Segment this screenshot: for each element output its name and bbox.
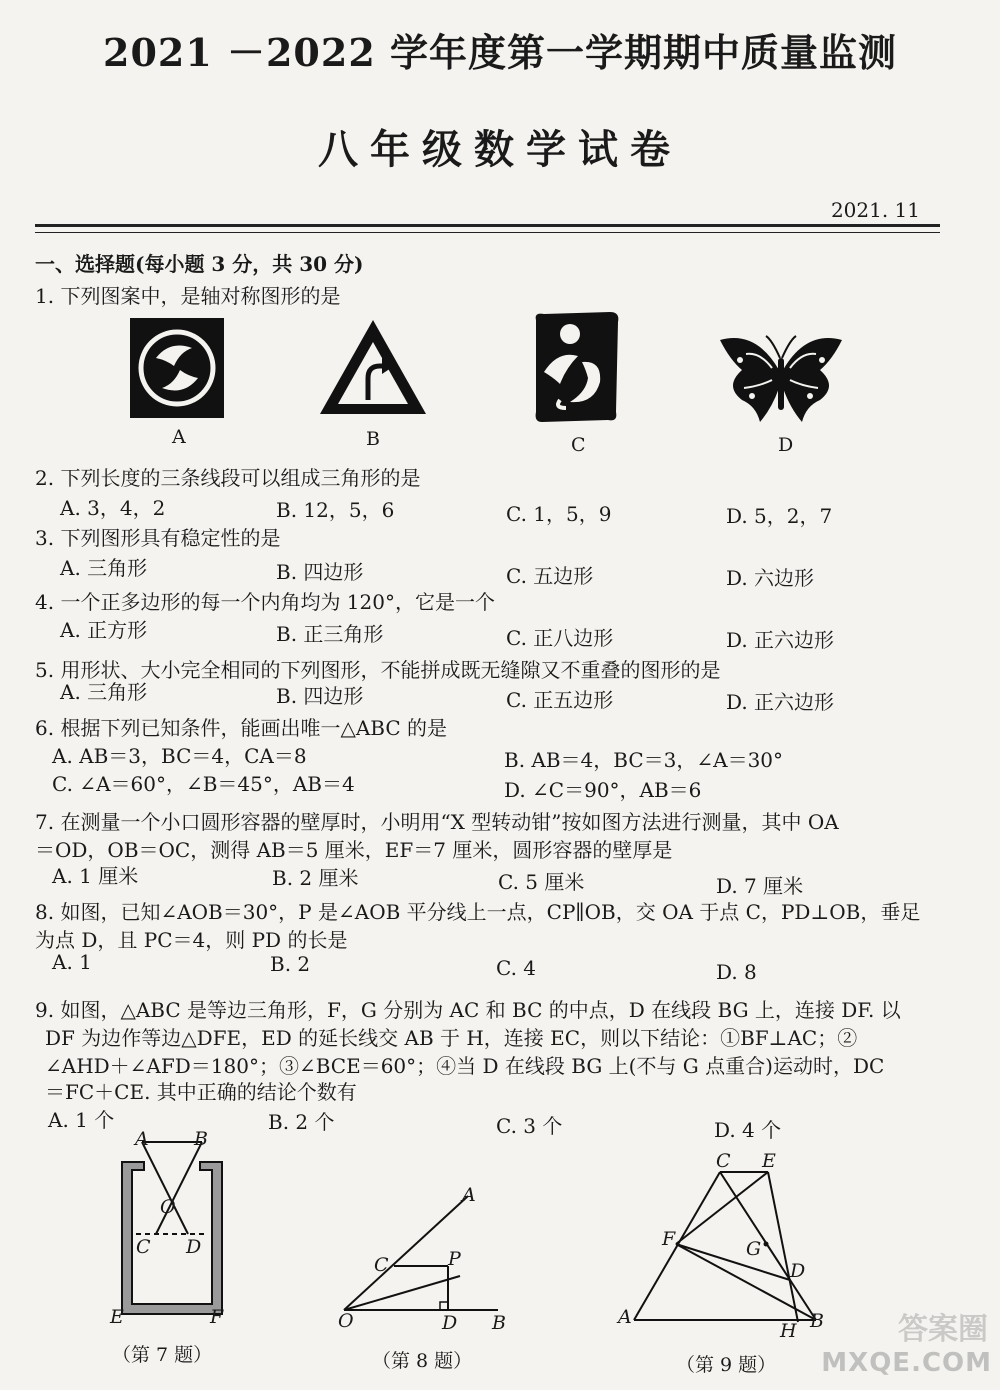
q5-option-c: C. 正五边形 <box>506 688 614 712</box>
q6-option-c: C. ∠A＝60°，∠B＝45°，AB＝4 <box>52 772 355 796</box>
q3-option-d: D. 六边形 <box>726 566 815 590</box>
fig9-label-f: F <box>662 1228 676 1250</box>
fig9-label-d: D <box>790 1260 806 1282</box>
q2-stem: 2. 下列长度的三条线段可以组成三角形的是 <box>35 466 421 490</box>
q8-option-c: C. 4 <box>496 956 537 980</box>
header-rule-thick <box>35 224 940 227</box>
q9-stem-line1: 9. 如图，△ABC 是等边三角形，F，G 分别为 AC 和 BC 的中点，D 在线段 BG 上，连接 DF. 以 <box>35 998 901 1022</box>
fig8-label-d: D <box>442 1312 458 1334</box>
figure-9 <box>620 1160 830 1330</box>
fig9-label-g: G <box>746 1238 762 1260</box>
fig8-label-a: A <box>462 1184 476 1206</box>
fig8-label-b: B <box>492 1312 506 1334</box>
q6-option-a: A. AB＝3，BC＝4，CA＝8 <box>52 744 307 768</box>
fig9-caption: （第 9 题） <box>676 1354 777 1376</box>
q2-option-c: C. 1，5，9 <box>506 502 612 526</box>
fig9-label-a: A <box>618 1306 632 1328</box>
exam-title: 2021 －2022 学年度第一学期期中质量监测 <box>103 30 897 75</box>
q7-option-b: B. 2 厘米 <box>272 866 359 890</box>
fig8-label-p: P <box>448 1248 461 1270</box>
q1-stem: 1. 下列图案中，是轴对称图形的是 <box>35 284 341 308</box>
fig7-label-o: O <box>160 1196 176 1218</box>
q9-stem-line4: ＝FC＋CE. 其中正确的结论个数有 <box>45 1080 357 1104</box>
q7-option-d: D. 7 厘米 <box>716 874 804 898</box>
q1-label-a: A <box>172 426 186 448</box>
fig7-label-b: B <box>194 1128 208 1150</box>
q7-option-c: C. 5 厘米 <box>498 870 585 894</box>
fig9-label-e: E <box>762 1150 776 1172</box>
q8-stem-line1: 8. 如图，已知∠AOB＝30°，P 是∠AOB 平分线上一点，CP∥OB，交 OA 于点 C，PD⊥OB，垂足 <box>35 900 921 924</box>
q1-figure-b <box>316 316 430 418</box>
fig7-label-d: D <box>186 1236 202 1258</box>
q8-option-d: D. 8 <box>716 960 757 984</box>
q2-option-a: A. 3，4，2 <box>60 496 166 520</box>
q5-option-d: D. 正六边形 <box>726 690 835 714</box>
fig9-label-h: H <box>780 1320 797 1342</box>
q8-stem-line2: 为点 D，且 PC＝4，则 PD 的长是 <box>35 928 348 952</box>
q7-stem-line1: 7. 在测量一个小口圆形容器的壁厚时，小明用“X 型转动钳”按如图方法进行测量，其中 OA <box>35 810 839 834</box>
q6-stem: 6. 根据下列已知条件，能画出唯一△ABC 的是 <box>35 716 447 740</box>
q4-option-d: D. 正六边形 <box>726 628 835 652</box>
fig9-label-b: B <box>810 1310 824 1332</box>
q9-option-b: B. 2 个 <box>268 1110 335 1134</box>
fig7-label-c: C <box>136 1236 151 1258</box>
q3-option-c: C. 五边形 <box>506 564 594 588</box>
header-rule-thin <box>35 232 940 233</box>
q2-option-b: B. 12，5，6 <box>276 498 395 522</box>
q1-figure-c <box>530 308 622 426</box>
fig8-label-o: O <box>338 1310 354 1332</box>
q7-option-a: A. 1 厘米 <box>52 864 139 888</box>
q3-option-a: A. 三角形 <box>60 556 148 580</box>
q1-label-b: B <box>366 428 380 450</box>
q8-option-b: B. 2 <box>270 952 311 976</box>
fig9-label-c: C <box>716 1150 731 1172</box>
q9-stem-line2: DF 为边作等边△DFE，ED 的延长线交 AB 于 H，连接 EC，则以下结论：①BF⊥AC；② <box>45 1026 858 1050</box>
fig7-label-a: A <box>135 1128 149 1150</box>
q6-option-b: B. AB＝4，BC＝3，∠A＝30° <box>504 748 784 772</box>
q9-option-c: C. 3 个 <box>496 1114 563 1138</box>
exam-subtitle: 八年级数学试卷 <box>318 126 682 173</box>
q1-label-d: D <box>778 434 794 456</box>
figure-7 <box>100 1128 240 1328</box>
fig7-label-f: F <box>210 1306 224 1328</box>
q9-option-a: A. 1 个 <box>48 1108 115 1132</box>
watermark-logo: 答案圈 <box>898 1312 988 1347</box>
q4-option-b: B. 正三角形 <box>276 622 384 646</box>
fig7-label-e: E <box>110 1306 124 1328</box>
section-heading: 一、选择题(每小题 3 分，共 30 分) <box>35 252 364 276</box>
q4-option-c: C. 正八边形 <box>506 626 614 650</box>
q9-stem-line3: ∠AHD＋∠AFD＝180°；③∠BCE＝60°；④当 D 在线段 BG 上(不与 G 点重合)运动时，DC <box>45 1054 885 1078</box>
q2-option-d: D. 5，2，7 <box>726 504 833 528</box>
q9-option-d: D. 4 个 <box>714 1118 782 1142</box>
figure-8 <box>330 1180 510 1320</box>
q1-label-c: C <box>571 434 586 456</box>
q7-stem-line2: ＝OD，OB＝OC，测得 AB＝5 厘米，EF＝7 厘米，圆形容器的壁厚是 <box>35 838 673 862</box>
exam-date: 2021. 11 <box>830 198 920 222</box>
fig7-caption: （第 7 题） <box>112 1344 213 1366</box>
q1-figure-a <box>130 318 224 418</box>
fig8-caption: （第 8 题） <box>372 1350 473 1372</box>
q5-option-a: A. 三角形 <box>60 680 148 704</box>
q4-stem: 4. 一个正多边形的每一个内角均为 120°，它是一个 <box>35 590 495 614</box>
q5-stem: 5. 用形状、大小完全相同的下列图形，不能拼成既无缝隙又不重叠的图形的是 <box>35 658 721 682</box>
q8-option-a: A. 1 <box>52 950 92 974</box>
q6-option-d: D. ∠C＝90°，AB＝6 <box>504 778 702 802</box>
fig8-label-c: C <box>374 1254 389 1276</box>
q3-stem: 3. 下列图形具有稳定性的是 <box>35 526 281 550</box>
q5-option-b: B. 四边形 <box>276 684 364 708</box>
q3-option-b: B. 四边形 <box>276 560 364 584</box>
q1-figure-d <box>716 330 846 426</box>
q4-option-a: A. 正方形 <box>60 618 148 642</box>
watermark-text: MXQE.COM <box>821 1348 992 1378</box>
